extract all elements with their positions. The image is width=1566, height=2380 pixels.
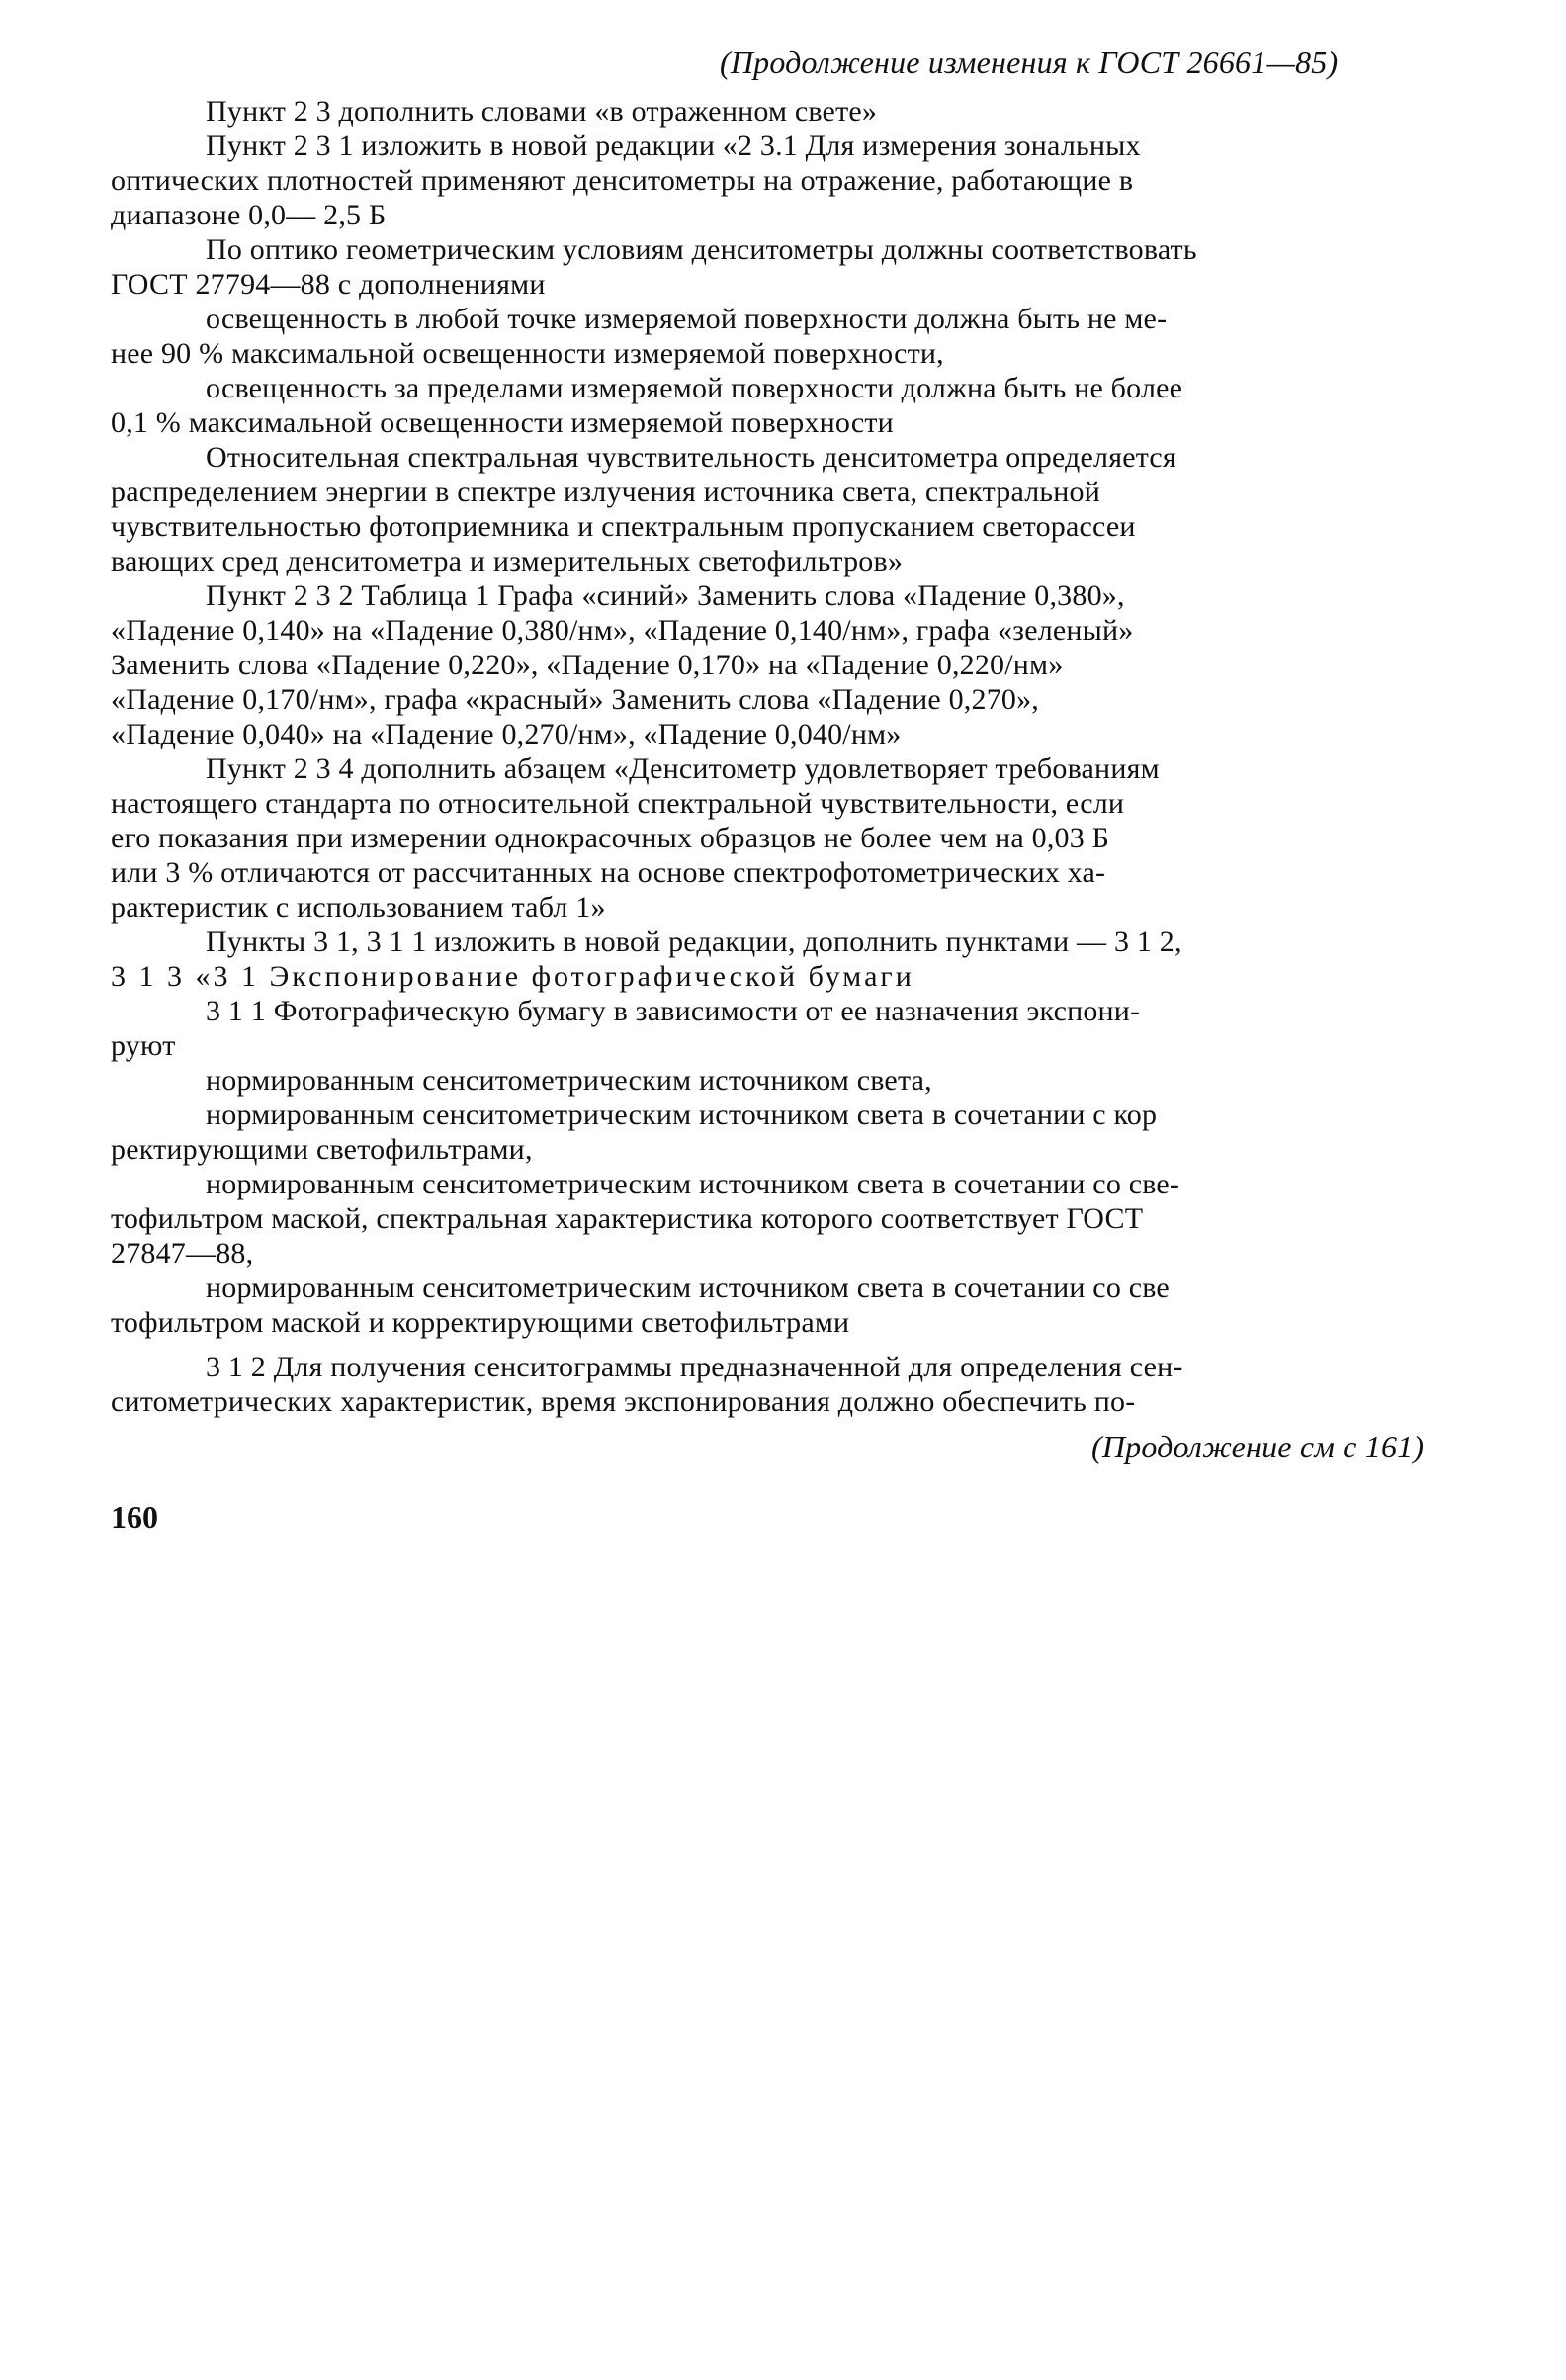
- text-line: нормированным сенситометрическим источником света в сочетании со све-: [206, 1168, 1180, 1200]
- text-line: Пункты 3 1, 3 1 1 изложить в новой редакции, дополнить пунктами — 3 1 2,: [206, 926, 1182, 958]
- text-line: диапазоне 0,0— 2,5 Б: [111, 199, 387, 231]
- page-header: (Продолжение изменения к ГОСТ 26661—85): [720, 44, 1339, 80]
- text-line: руют: [111, 1029, 176, 1062]
- text-line: нормированным сенситометрическим источником света в сочетании со све: [206, 1272, 1170, 1304]
- text-line: вающих сред денситометра и измерительных светофильтров»: [111, 545, 904, 577]
- text-line: Пункт 2 3 дополнить словами «в отраженном свете»: [206, 95, 878, 128]
- text-line: Относительная спектральная чувствительность денситометра определяется: [206, 441, 1176, 474]
- page-number: 160: [111, 1499, 158, 1535]
- text-line: 0,1 % максимальной освещенности измеряемой поверхности: [111, 406, 894, 439]
- text-line: «Падение 0,040» на «Падение 0,270/нм», «Падение 0,040/нм»: [111, 718, 902, 750]
- text-line: «Падение 0,140» на «Падение 0,380/нм», «Падение 0,140/нм», графа «зеленый»: [111, 614, 1134, 647]
- text-line: тофильтром маской, спектральная характеристика которого соответствует ГОСТ: [111, 1202, 1144, 1235]
- text-line: нормированным сенситометрическим источником света,: [206, 1064, 932, 1097]
- text-line: нее 90 % максимальной освещенности измеряемой поверхности,: [111, 337, 944, 370]
- text-line: нормированным сенситометрическим источником света в сочетании с кор: [206, 1099, 1158, 1131]
- text-line: Пункт 2 3 2 Таблица 1 Графа «синий» Заменить слова «Падение 0,380»,: [206, 579, 1125, 612]
- text-line: чувствительностью фотоприемника и спектральным пропусканием светорассеи: [111, 510, 1136, 543]
- text-line: По оптико геометрическим условиям денситометры должны соответствовать: [206, 233, 1197, 266]
- text-line: его показания при измерении однокрасочных образцов не более чем на 0,03 Б: [111, 822, 1110, 854]
- text-line: настоящего стандарта по относительной спектральной чувствительности, если: [111, 787, 1125, 820]
- section-heading: 3 1 3 «3 1 Экспонирование фотографической бумаги: [111, 960, 914, 993]
- text-line: ситометрических характеристик, время экспонирования должно обеспечить по-: [111, 1385, 1136, 1418]
- text-line: освещенность за пределами измеряемой поверхности должна быть не более: [206, 372, 1183, 404]
- text-line: Пункт 2 3 4 дополнить абзацем «Денситометр удовлетворяет требованиям: [206, 752, 1160, 785]
- text-line: 3 1 1 Фотографическую бумагу в зависимости от ее назначения экспони-: [206, 995, 1141, 1027]
- text-line: «Падение 0,170/нм», графа «красный» Заменить слова «Падение 0,270»,: [111, 683, 1040, 716]
- text-line: Пункт 2 3 1 изложить в новой редакции «2 3.1 Для измерения зональных: [206, 130, 1141, 162]
- text-line: 3 1 2 Для получения сенситограммы предназначенной для определения сен-: [206, 1351, 1183, 1383]
- text-line: распределением энергии в спектре излучения источника света, спектральной: [111, 476, 1100, 508]
- text-line: или 3 % отличаются от рассчитанных на основе спектрофотометрических ха-: [111, 856, 1106, 889]
- text-line: освещенность в любой точке измеряемой поверхности должна быть не ме-: [206, 303, 1168, 335]
- text-line: тофильтром маской и корректирующими светофильтрами: [111, 1306, 850, 1339]
- text-line: ГОСТ 27794—88 с дополнениями: [111, 268, 546, 301]
- text-line: Заменить слова «Падение 0,220», «Падение 0,170» на «Падение 0,220/нм»: [111, 649, 1064, 681]
- text-line: рактеристик с использованием табл 1»: [111, 891, 606, 924]
- continuation-note: (Продолжение см с 161): [1091, 1429, 1425, 1464]
- text-line: оптических плотностей применяют денситометры на отражение, работающие в: [111, 164, 1134, 197]
- text-line: ректирующими светофильтрами,: [111, 1133, 533, 1166]
- text-line: 27847—88,: [111, 1237, 254, 1270]
